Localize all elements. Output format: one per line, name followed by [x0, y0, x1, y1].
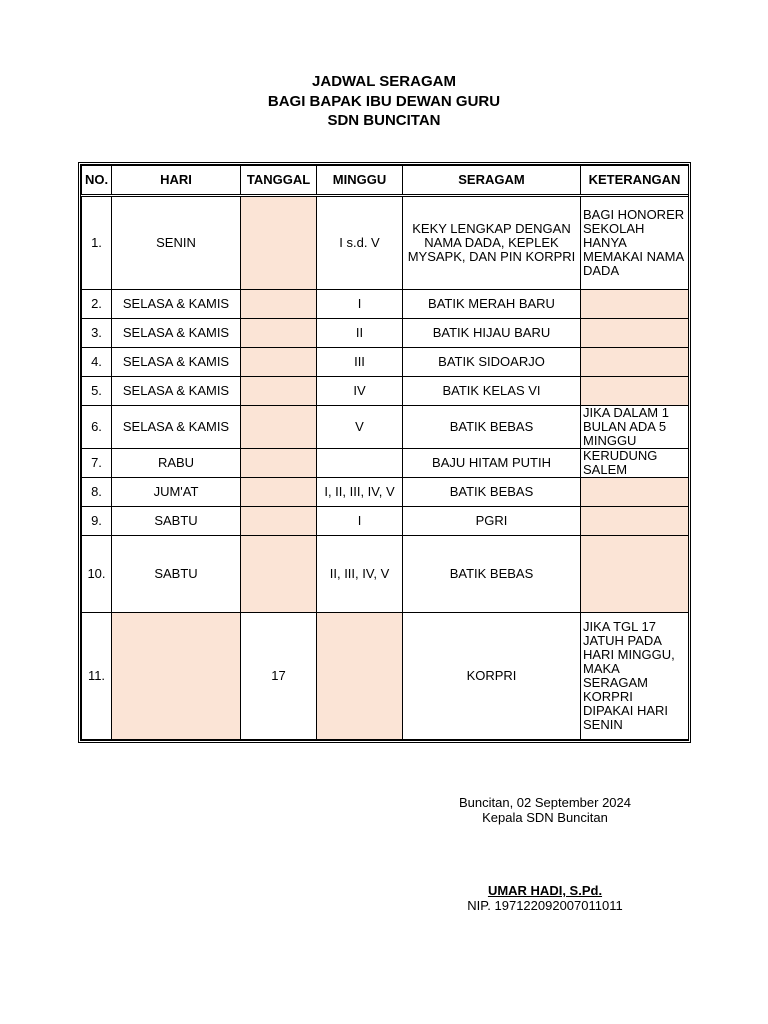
cell-hari: SENIN: [112, 196, 241, 290]
cell-minggu: [317, 449, 403, 478]
cell-tanggal: [241, 319, 317, 348]
cell-no: 4.: [82, 348, 112, 377]
cell-hari: SELASA & KAMIS: [112, 377, 241, 406]
cell-keterangan: BAGI HONORER SEKOLAH HANYA MEMAKAI NAMA DADA: [581, 196, 689, 290]
cell-keterangan: KERUDUNG SALEM: [581, 449, 689, 478]
column-header-hari: HARI: [112, 166, 241, 196]
cell-keterangan: JIKA TGL 17 JATUH PADA HARI MINGGU, MAKA SERAGAM KORPRI DIPAKAI HARI SENIN: [581, 613, 689, 740]
table-row: [82, 196, 689, 290]
cell-no: 2.: [82, 290, 112, 319]
cell-minggu: II, III, IV, V: [317, 536, 403, 613]
cell-minggu: [317, 613, 403, 740]
cell-tanggal: [241, 449, 317, 478]
cell-no: 9.: [82, 507, 112, 536]
cell-no: 7.: [82, 449, 112, 478]
cell-seragam: BATIK MERAH BARU: [403, 290, 581, 319]
cell-hari: [112, 613, 241, 740]
table-row: [82, 536, 689, 613]
cell-hari: JUM'AT: [112, 478, 241, 507]
table-row: [82, 613, 689, 740]
column-header-no: NO.: [82, 166, 112, 196]
cell-hari: SABTU: [112, 536, 241, 613]
table-header-row: [82, 166, 689, 196]
cell-hari: SABTU: [112, 507, 241, 536]
table-row: [82, 348, 689, 377]
cell-tanggal: [241, 478, 317, 507]
document-subtitle: BAGI BAPAK IBU DEWAN GURU: [267, 93, 501, 110]
cell-minggu: I, II, III, IV, V: [317, 478, 403, 507]
cell-seragam: BAJU HITAM PUTIH: [403, 449, 581, 478]
column-header-tanggal: TANGGAL: [241, 166, 317, 196]
cell-no: 10.: [82, 536, 112, 613]
cell-keterangan: [581, 319, 689, 348]
cell-seragam: BATIK KELAS VI: [403, 377, 581, 406]
cell-seragam: BATIK SIDOARJO: [403, 348, 581, 377]
cell-keterangan: [581, 377, 689, 406]
cell-minggu: II: [317, 319, 403, 348]
cell-keterangan: [581, 290, 689, 319]
cell-minggu: I: [317, 507, 403, 536]
cell-minggu: III: [317, 348, 403, 377]
document-title: JADWAL SERAGAM: [312, 73, 456, 90]
cell-hari: RABU: [112, 449, 241, 478]
table-row: [82, 406, 689, 449]
school-name: SDN BUNCITAN: [327, 112, 441, 129]
cell-tanggal: [241, 507, 317, 536]
cell-no: 8.: [82, 478, 112, 507]
signature-place-date: Buncitan, 02 September 2024: [458, 795, 631, 810]
table-row: [82, 507, 689, 536]
cell-hari: SELASA & KAMIS: [112, 406, 241, 449]
cell-no: 1.: [82, 196, 112, 290]
cell-tanggal: [241, 196, 317, 290]
cell-minggu: I s.d. V: [317, 196, 403, 290]
cell-keterangan: [581, 536, 689, 613]
cell-keterangan: [581, 478, 689, 507]
cell-minggu: I: [317, 290, 403, 319]
column-header-minggu: MINGGU: [317, 166, 403, 196]
cell-keterangan: [581, 348, 689, 377]
cell-no: 11.: [82, 613, 112, 740]
cell-no: 3.: [82, 319, 112, 348]
cell-tanggal: [241, 406, 317, 449]
column-header-seragam: SERAGAM: [403, 166, 581, 196]
table-row: [82, 319, 689, 348]
table-row: [82, 478, 689, 507]
cell-seragam: BATIK HIJAU BARU: [403, 319, 581, 348]
cell-no: 5.: [82, 377, 112, 406]
cell-keterangan: JIKA DALAM 1 BULAN ADA 5 MINGGU: [581, 406, 689, 449]
cell-tanggal: [241, 290, 317, 319]
cell-hari: SELASA & KAMIS: [112, 290, 241, 319]
cell-seragam: KORPRI: [403, 613, 581, 740]
cell-seragam: PGRI: [403, 507, 581, 536]
cell-seragam: KEKY LENGKAP DENGAN NAMA DADA, KEPLEK MYSAPK, DAN PIN KORPRI: [403, 196, 581, 290]
cell-seragam: BATIK BEBAS: [403, 536, 581, 613]
cell-no: 6.: [82, 406, 112, 449]
cell-hari: SELASA & KAMIS: [112, 348, 241, 377]
cell-tanggal: [241, 536, 317, 613]
cell-minggu: IV: [317, 377, 403, 406]
uniform-schedule-table: [78, 162, 691, 743]
cell-minggu: V: [317, 406, 403, 449]
column-header-keterangan: KETERANGAN: [581, 166, 689, 196]
cell-hari: SELASA & KAMIS: [112, 319, 241, 348]
cell-keterangan: [581, 507, 689, 536]
cell-seragam: BATIK BEBAS: [403, 406, 581, 449]
signature-role: Kepala SDN Buncitan: [482, 810, 608, 825]
table-row: [82, 377, 689, 406]
cell-tanggal: [241, 377, 317, 406]
cell-tanggal: 17: [241, 613, 317, 740]
cell-seragam: BATIK BEBAS: [403, 478, 581, 507]
signature-name: UMAR HADI, S.Pd.: [487, 883, 603, 898]
table-row: [82, 290, 689, 319]
signature-nip: NIP. 197122092007011011: [467, 898, 623, 913]
table-row: [82, 449, 689, 478]
cell-tanggal: [241, 348, 317, 377]
